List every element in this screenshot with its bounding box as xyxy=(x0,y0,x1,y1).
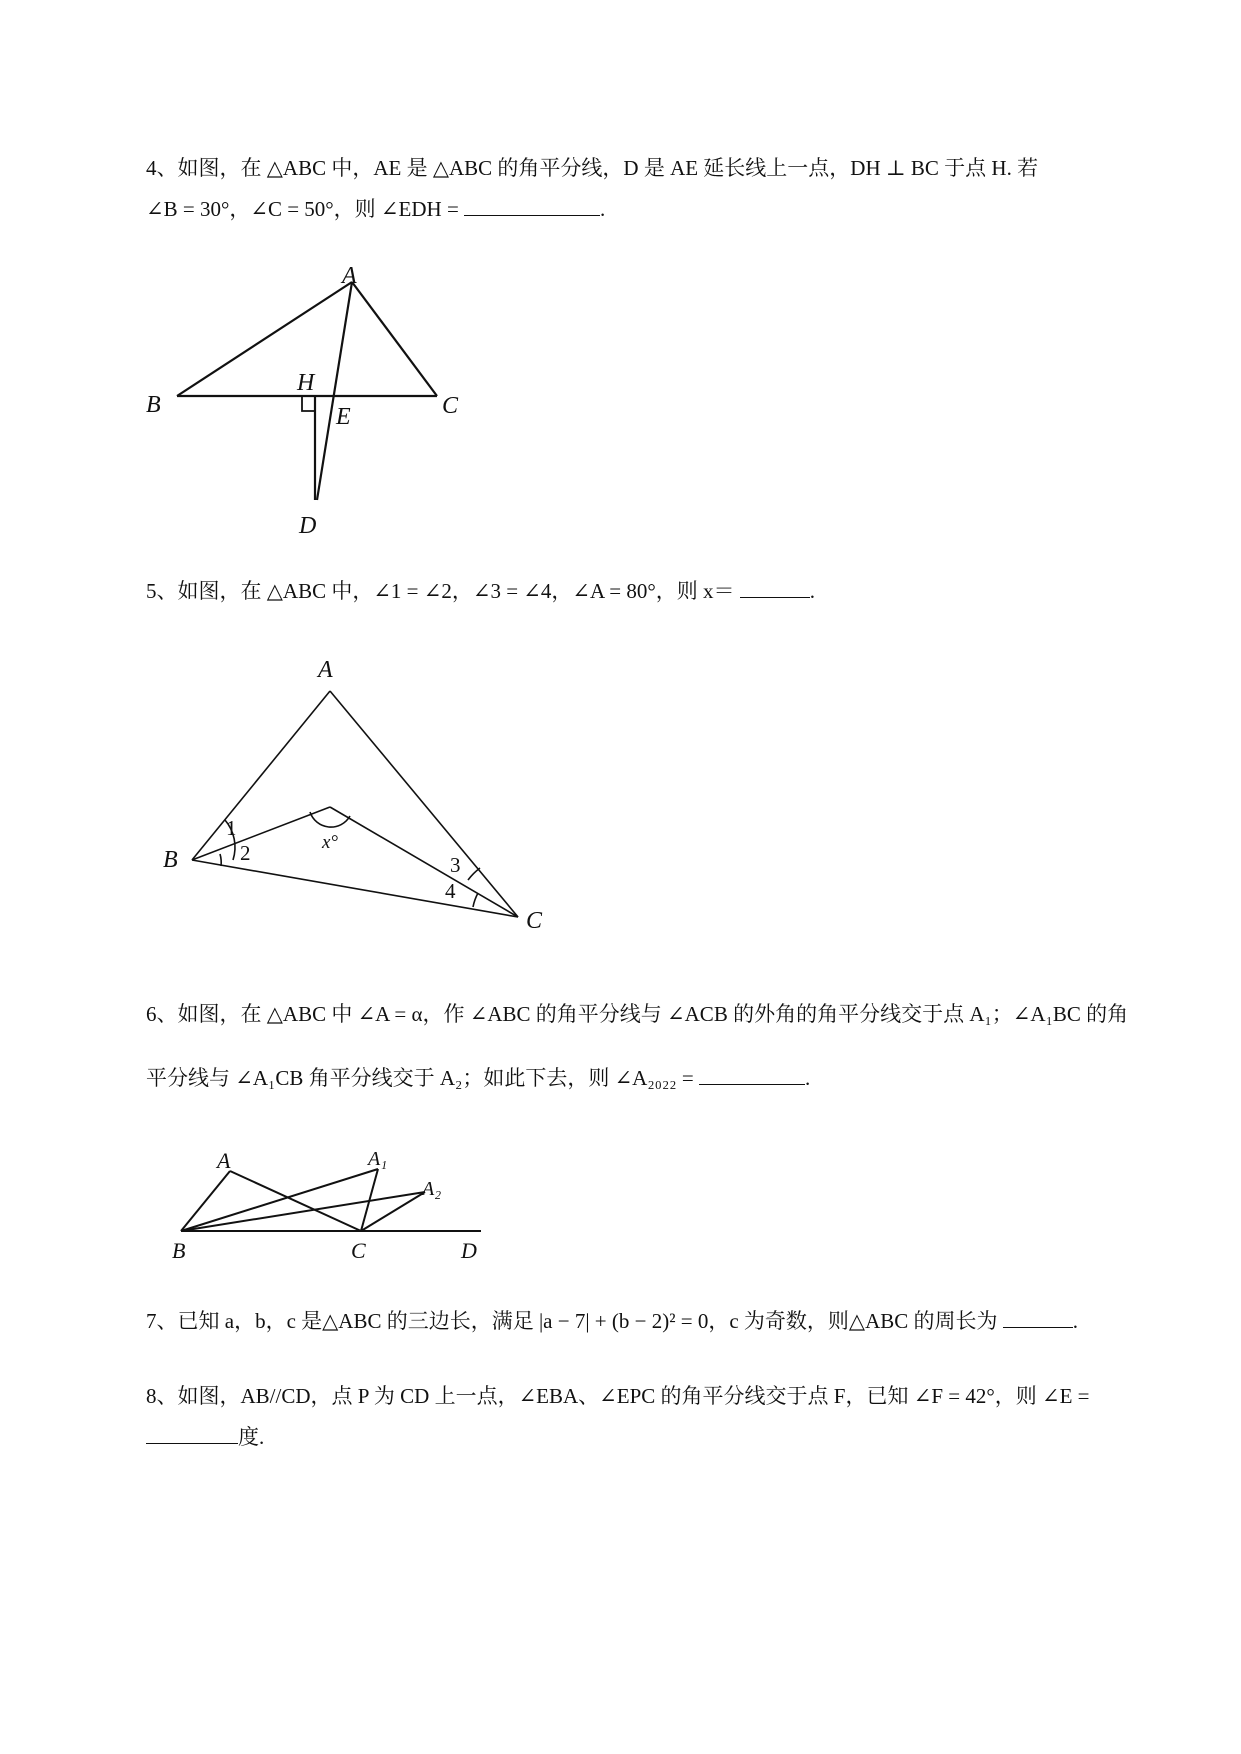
angle-label-1: 1 xyxy=(226,816,237,840)
label-A: A xyxy=(318,657,333,683)
label-B: B xyxy=(146,392,161,418)
label-C: C xyxy=(351,1238,366,1263)
label-B: B xyxy=(163,847,178,873)
label-H: H xyxy=(297,370,315,396)
label-E: E xyxy=(336,404,351,430)
problem-7-line-1: 7、已知 a，b，c 是△ABC 的三边长，满足 |a − 7| + (b − 2)² = 0，c 为奇数，则△ABC 的周长为 . xyxy=(146,1309,1079,1333)
problem-6-line-2: 平分线与 ∠A₁CB 角平分线交于 A₂；如此下去，则 ∠A₂₀₂₂ = . xyxy=(146,1066,811,1090)
problem-5-line-1: 5、如图，在 △ABC 中，∠1 = ∠2，∠3 = ∠4，∠A = 80°，则 x＝ . xyxy=(146,579,815,603)
problem-4-line-2: ∠B = 30°，∠C = 50°，则 ∠EDH = . xyxy=(146,197,606,221)
answer-blank-7[interactable] xyxy=(1003,1309,1073,1328)
problem-8-line-1: 8、如图，AB//CD，点 P 为 CD 上一点，∠EBA、∠EPC 的角平分线交于点 F，已知 ∠F = 42°，则 ∠E = xyxy=(146,1384,1090,1408)
angle-label-2: 2 xyxy=(240,841,251,865)
segment-ba1 xyxy=(181,1169,378,1231)
label-D: D xyxy=(461,1238,477,1263)
segment-ba2 xyxy=(181,1192,425,1231)
angle-label-3: 3 xyxy=(450,853,461,877)
label-A: A xyxy=(217,1148,231,1173)
label-A: A xyxy=(342,263,357,289)
label-D: D xyxy=(299,513,317,539)
problem-8-line-2: 度. xyxy=(146,1425,264,1450)
label-A2: A₂ xyxy=(422,1178,442,1200)
label-C: C xyxy=(442,393,459,419)
angle-label-4: 4 xyxy=(445,879,456,903)
label-C: C xyxy=(526,908,543,934)
angle-label-x: x° xyxy=(322,832,339,853)
label-A1: A₁ xyxy=(368,1148,388,1170)
answer-blank-8[interactable] xyxy=(146,1425,238,1444)
problem-4-line-1: 4、如图，在 △ABC 中，AE 是 △ABC 的角平分线，D 是 AE 延长线上一点，DH ⊥ BC 于点 H. 若 xyxy=(146,156,1039,180)
problem-6-line-1: 6、如图，在 △ABC 中 ∠A = α，作 ∠ABC 的角平分线与 ∠ACB 的外角的角平分线交于点 A₁；∠A₁BC 的角 xyxy=(146,1002,1129,1026)
segment-ab xyxy=(181,1171,230,1231)
label-B: B xyxy=(172,1238,186,1263)
